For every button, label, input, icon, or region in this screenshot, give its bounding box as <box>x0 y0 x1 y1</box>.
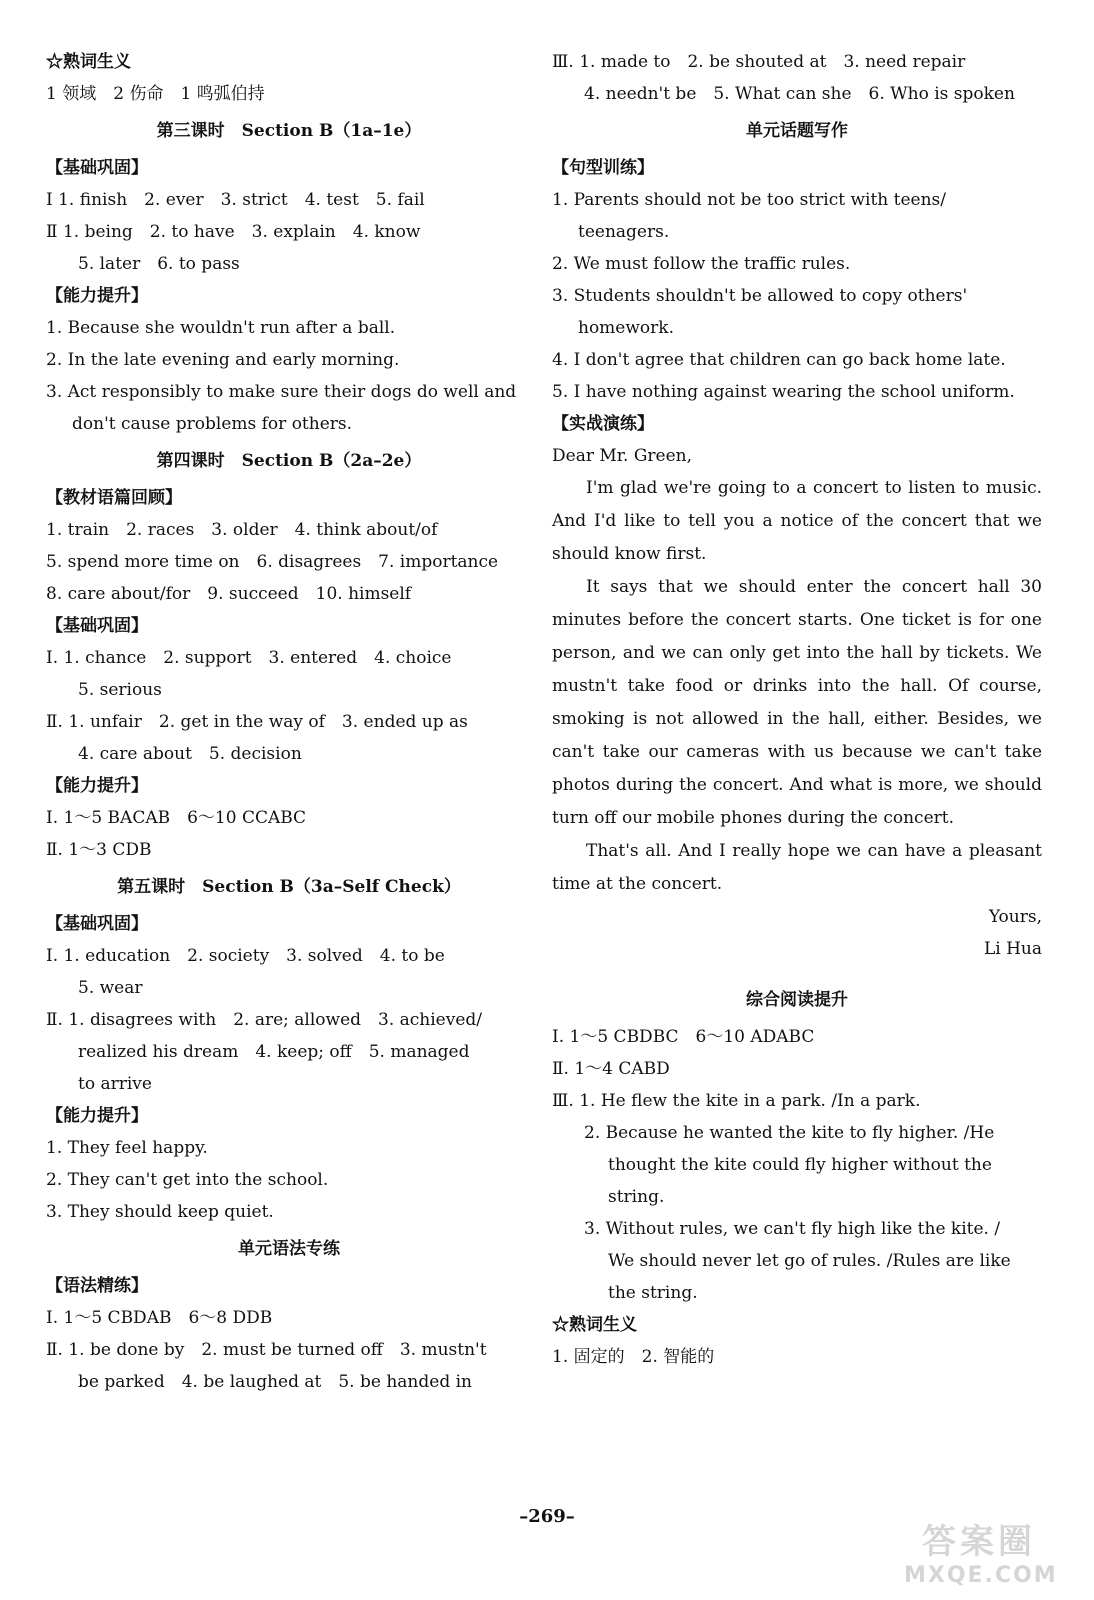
answer-line: realized his dream 4. keep; off 5. managed <box>78 1042 470 1062</box>
answer-line: 5. I have nothing against wearing the school uniform. <box>552 382 1015 402</box>
answer-line: We should never let go of rules. /Rules are like <box>608 1251 1011 1271</box>
answer-line: 3. Without rules, we can't fly high like the kite. / <box>584 1219 1001 1239</box>
section-heading: 第三课时 Section B（1a–1e） <box>156 121 422 141</box>
answer-line: Ⅲ. 1. made to 2. be shouted at 3. need repair <box>552 52 966 72</box>
subsection-tag: 【能力提升】 <box>46 286 148 306</box>
answer-line: 4. needn't be 5. What can she 6. Who is spoken <box>584 84 1015 104</box>
answer-line: 4. care about 5. decision <box>78 744 302 764</box>
familiar-word-heading: ☆熟词生义 <box>552 1315 637 1335</box>
answer-line: 5. serious <box>78 680 162 700</box>
subsection-tag: 【基础巩固】 <box>46 616 148 636</box>
letter-salutation: Dear Mr. Green, <box>552 446 693 466</box>
answer-line: Ⅰ. 1. chance 2. support 3. entered 4. choice <box>46 648 452 668</box>
answer-line: Ⅰ. 1～5 CBDBC 6～10 ADABC <box>552 1027 815 1047</box>
answer-line: Ⅱ. 1～3 CDB <box>46 840 152 860</box>
watermark-text: 答案圈 <box>922 1522 1036 1562</box>
letter-paragraph: It says that we should enter the concert hall 30 minutes before the concert starts. One ticket is for one person, and we can only get into the hall by tickets. We mustn't take food or drinks into the hall. Of course, smoking is not allowed in the hall, either. Besides, we can't take our cameras with us because we can't take photos during the concert. And what is more, we should turn off our mobile phones during the concert. <box>552 577 1042 828</box>
right-column <box>552 46 1042 1373</box>
answer-line: 1. Parents should not be too strict with teens/ <box>552 190 946 210</box>
section-heading: 第四课时 Section B（2a–2e） <box>156 451 422 471</box>
answer-line: 8. care about/for 9. succeed 10. himself <box>46 584 412 604</box>
answer-line: 2. They can't get into the school. <box>46 1170 329 1190</box>
answer-line: 1. Because she wouldn't run after a ball. <box>46 318 396 338</box>
subsection-tag: 【句型训练】 <box>552 158 654 178</box>
answer-line: Ⅱ 1. being 2. to have 3. explain 4. know <box>46 222 421 242</box>
answer-line: Ⅰ. 1～5 BACAB 6～10 CCABC <box>46 808 307 828</box>
answer-line: to arrive <box>78 1074 152 1094</box>
left-column <box>46 46 532 1398</box>
answer-line: Ⅱ. 1. be done by 2. must be turned off 3. mustn't <box>46 1340 487 1360</box>
answer-line: homework. <box>578 318 674 338</box>
subsection-tag: 【能力提升】 <box>46 1106 148 1126</box>
answer-line: don't cause problems for others. <box>72 414 353 434</box>
letter-paragraph: That's all. And I really hope we can have a pleasant time at the concert. <box>552 841 1042 894</box>
letter-signature: Li Hua <box>983 939 1042 959</box>
answer-line: Ⅲ. 1. He flew the kite in a park. /In a park. <box>552 1091 921 1111</box>
watermark-url: MXQE.COM <box>904 1563 1058 1588</box>
answer-line: be parked 4. be laughed at 5. be handed in <box>78 1372 472 1392</box>
subsection-tag: 【教材语篇回顾】 <box>46 488 182 508</box>
answer-line: Ⅰ. 1. education 2. society 3. solved 4. to be <box>46 946 445 966</box>
answer-line: 2. Because he wanted the kite to fly higher. /He <box>584 1123 995 1143</box>
answer-line: Ⅰ 1. finish 2. ever 3. strict 4. test 5. fail <box>46 190 425 210</box>
answer-line: string. <box>608 1187 665 1207</box>
letter-closing: Yours, <box>988 907 1042 927</box>
familiar-word-heading: ☆熟词生义 <box>46 52 131 72</box>
section-heading: 第五课时 Section B（3a–Self Check） <box>117 877 461 897</box>
answer-line: Ⅰ. 1～5 CBDAB 6～8 DDB <box>46 1308 273 1328</box>
answer-line: 3. Act responsibly to make sure their dogs do well and <box>46 382 517 402</box>
subsection-tag: 【语法精练】 <box>46 1276 148 1296</box>
answer-line: 1. train 2. races 3. older 4. think about/of <box>46 520 438 540</box>
letter-paragraph: I'm glad we're going to a concert to listen to music. And I'd like to tell you a notice of the concert that we should know first. <box>552 478 1042 564</box>
subsection-tag: 【能力提升】 <box>46 776 148 796</box>
section-heading: 综合阅读提升 <box>746 990 848 1010</box>
answer-line: the string. <box>608 1283 698 1303</box>
watermark-logo <box>904 1514 1058 1592</box>
answer-line: 2. In the late evening and early morning. <box>46 350 400 370</box>
answer-line: Ⅱ. 1. unfair 2. get in the way of 3. ended up as <box>46 712 468 732</box>
answer-line: 2. We must follow the traffic rules. <box>552 254 851 274</box>
answer-line: 1. 固定的 2. 智能的 <box>552 1347 715 1367</box>
answer-line: thought the kite could fly higher without the <box>608 1155 992 1175</box>
page-number: –269– <box>519 1506 575 1527</box>
subsection-tag: 【基础巩固】 <box>46 914 148 934</box>
answer-line: 5. wear <box>78 978 143 998</box>
answer-line: teenagers. <box>578 222 670 242</box>
answer-line: 5. later 6. to pass <box>78 254 240 274</box>
answer-line: Ⅱ. 1. disagrees with 2. are; allowed 3. achieved/ <box>46 1010 483 1030</box>
subsection-tag: 【实战演练】 <box>552 414 654 434</box>
answer-line: Ⅱ. 1～4 CABD <box>552 1059 670 1079</box>
answer-line: 5. spend more time on 6. disagrees 7. importance <box>46 552 499 572</box>
answer-line: 3. Students shouldn't be allowed to copy others' <box>552 286 968 306</box>
answer-line: 4. I don't agree that children can go back home late. <box>552 350 1006 370</box>
subsection-tag: 【基础巩固】 <box>46 158 148 178</box>
section-heading: 单元话题写作 <box>746 121 848 141</box>
section-heading: 单元语法专练 <box>238 1239 340 1259</box>
answer-line: 1 领域 2 伤命 1 鸣弧伯持 <box>46 84 265 104</box>
answer-line: 3. They should keep quiet. <box>46 1202 274 1222</box>
answer-line: 1. They feel happy. <box>46 1138 208 1158</box>
